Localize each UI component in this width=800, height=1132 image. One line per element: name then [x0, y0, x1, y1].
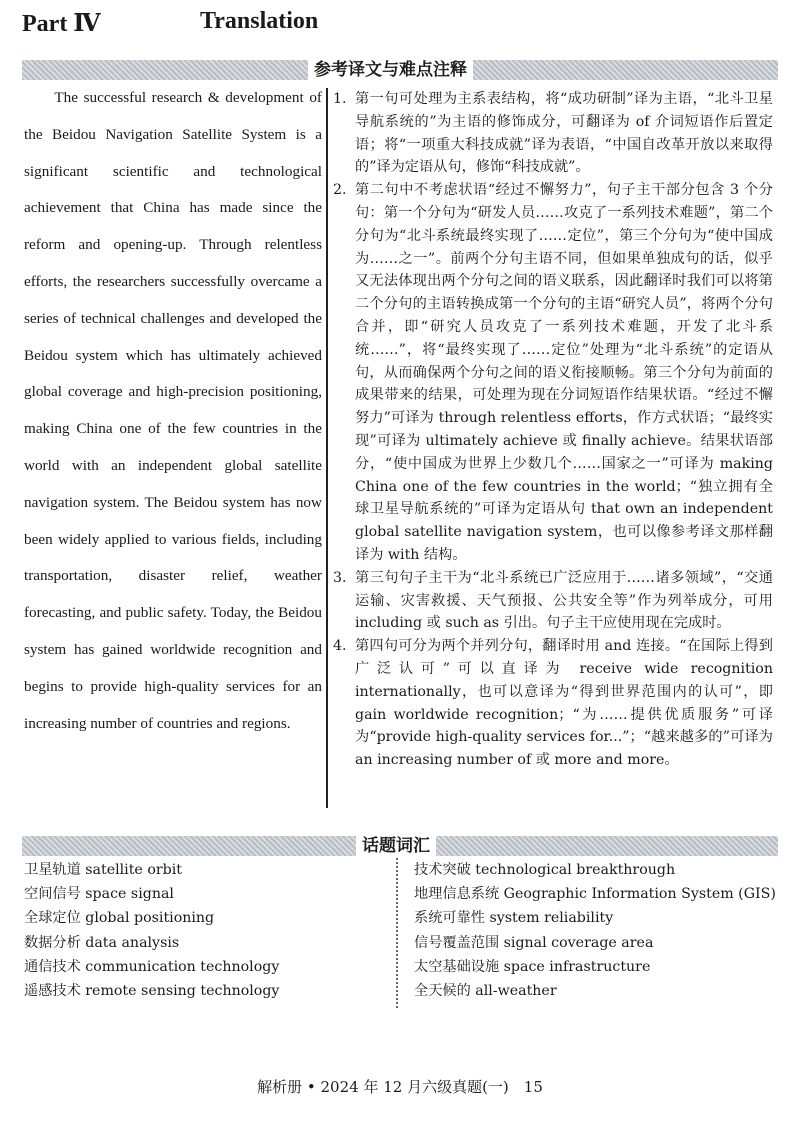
vocab-item: 数据分析 data analysis	[24, 934, 180, 951]
note-text: 第二句中不考虑状语“经过不懈努力”，句子主干部分包含 3 个分句：第一个分句为“研发人员……攻克了一系列技术难题”，第二个分句为“北斗系统最终实现了……定位”，第三个分句为“使中国成为……之一”。前两个分句主语不同，但如果单独成句的话，似乎又无法体现出两个分句之间的语义联系，因此翻译时我们可以将第二个分句的主语转换成第一个分句的主语“研究人员”，将两个分句合并，即“研究人员攻克了一系列技术难题，开发了北斗系统……”，将“最终实现了……定位”处理为“北斗系统”的定语从句，从而确保两个分句之间的语义衔接顺畅。第三个分句为前面的成果带来的结果，可处理为现在分词短语作结果状语。“经过不懈努力”可译为 through relentless efforts，作方式状语；“最终实现”可译为 ultimately achieve 或 finally achieve。结果状语部分，“使中国成为世界上少数几个……国家之一”可译为 making China one of the few countries in the world；“独立拥有全球卫星导航系统的”可译为定语从句 that own an independent global satellite navigation system，也可以像参考译文那样翻译为 with 结构。	[355, 182, 773, 563]
vocab-item: 太空基础设施 space infrastructure	[414, 958, 651, 975]
note-text: 第三句句子主干为“北斗系统已广泛应用于……诸多领域”，“交通运输、灾害救援、天气预报、公共安全等”作为列举成分，可用 including 或 such as 引出。句子主干应使用现在完成时。	[355, 569, 773, 632]
vocab-item: 卫星轨道 satellite orbit	[24, 862, 182, 878]
vocab-item: 全天候的 all-weather	[414, 983, 557, 1000]
column-divider	[326, 88, 328, 808]
note-number: 3.	[333, 569, 347, 586]
note-number: 1.	[333, 91, 347, 107]
vocab-item: 信号覆盖范围 signal coverage area	[414, 934, 654, 951]
vocab-item: 遥感技术 remote sensing technology	[24, 983, 280, 1000]
vocab-item: 全球定位 global positioning	[24, 910, 215, 927]
note-item	[333, 567, 773, 635]
vocab-item: 地理信息系统 Geographic Information System (GIS)	[414, 886, 776, 903]
section-title: Translation	[200, 8, 319, 34]
note-number: 4.	[333, 638, 347, 655]
note-text: 第四句可分为两个并列分句，翻译时用 and 连接。“在国际上得到广泛认可”可以直译为 receive wide recognition internationally，也可以意译为“得到世界范围内的认可”，即 gain worldwide recognition；“为……提供优质服务”可译为“provide high-quality services for...”；“越来越多的”可译为 an increasing number of 或 more and more。	[355, 638, 773, 769]
section-heading-topic-vocabulary: 话题词汇	[356, 832, 436, 860]
reference-translation: The successful research & development of the Beidou Navigation Satellite System is a significant scientific and technological achievement that China has made since the reform and opening-up. Through relentless efforts, the researchers successfully overcame a series of technical challenges and developed the Beidou system which has ultimately achieved global coverage and high-precision positioning, making China one of the few countries in the world with an independent global satellite navigation system. The Beidou system has now been widely applied to various fields, including transportation, disaster relief, weather forecasting, and public safety. Today, the Beidou system has gained worldwide recognition and begins to provide high-quality services for an increasing number of countries and regions.	[24, 89, 322, 732]
section-heading-reference-translation: 参考译文与难点注释	[308, 56, 473, 84]
vocab-item: 系统可靠性 system reliability	[414, 910, 614, 927]
note-item	[333, 635, 773, 772]
vocab-item: 空间信号 space signal	[24, 886, 174, 903]
vocab-item: 通信技术 communication technology	[24, 958, 280, 975]
note-item	[333, 179, 773, 567]
notes-list	[333, 88, 773, 772]
note-text: 第一句可处理为主系表结构，将“成功研制”译为主语，“北斗卫星导航系统的”为主语的修饰成分，可翻译为 of 介词短语作后置定语；将“一项重大科技成就”译为表语，“中国自改革开放以来取得的”译为定语从句，修饰“科技成就”。	[355, 91, 773, 176]
vocab-divider	[396, 858, 398, 1008]
part-number: Part Ⅳ	[22, 11, 101, 37]
note-number: 2.	[333, 182, 347, 199]
vocab-list-right	[414, 858, 786, 1003]
vocab-list-left	[24, 858, 384, 1003]
page-footer: 解析册 • 2024 年 12 月六级真题(一) 15	[257, 1078, 543, 1096]
note-item	[333, 88, 773, 179]
page-header	[22, 8, 782, 42]
vocab-item: 技术突破 technological breakthrough	[414, 862, 676, 878]
